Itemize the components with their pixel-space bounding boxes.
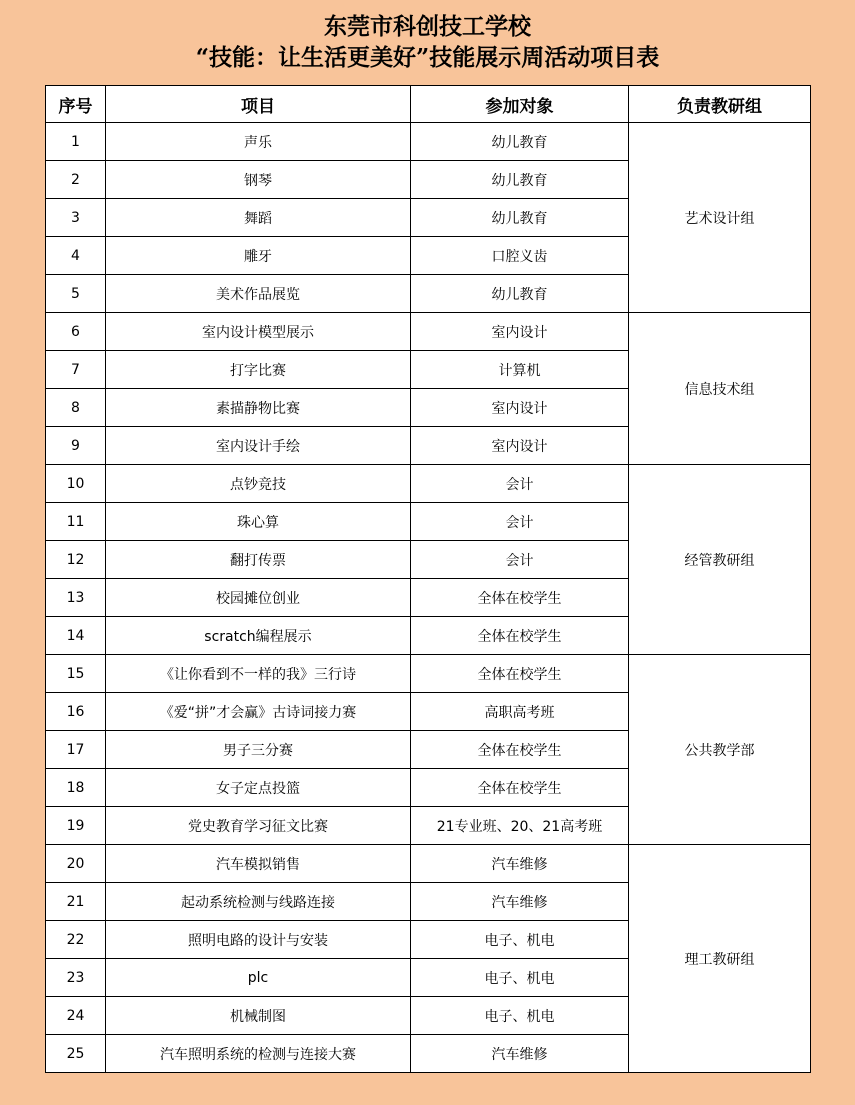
cell-target: 全体在校学生 bbox=[411, 579, 629, 617]
cell-project: 美术作品展览 bbox=[106, 275, 411, 313]
cell-target: 电子、机电 bbox=[411, 959, 629, 997]
cell-project: 室内设计模型展示 bbox=[106, 313, 411, 351]
cell-target: 电子、机电 bbox=[411, 997, 629, 1035]
table-row bbox=[46, 313, 811, 351]
cell-target: 室内设计 bbox=[411, 389, 629, 427]
cell-project: 打字比赛 bbox=[106, 351, 411, 389]
cell-project: 男子三分赛 bbox=[106, 731, 411, 769]
cell-no: 8 bbox=[46, 389, 106, 427]
table-row bbox=[46, 655, 811, 693]
cell-target: 全体在校学生 bbox=[411, 617, 629, 655]
cell-project: 机械制图 bbox=[106, 997, 411, 1035]
header-no: 序号 bbox=[46, 86, 106, 123]
cell-project: 起动系统检测与线路连接 bbox=[106, 883, 411, 921]
header-group: 负责教研组 bbox=[629, 86, 811, 123]
table-header-row bbox=[46, 86, 811, 123]
cell-no: 3 bbox=[46, 199, 106, 237]
cell-project: scratch编程展示 bbox=[106, 617, 411, 655]
cell-project: 点钞竞技 bbox=[106, 465, 411, 503]
cell-no: 13 bbox=[46, 579, 106, 617]
cell-project: 汽车照明系统的检测与连接大赛 bbox=[106, 1035, 411, 1073]
cell-no: 10 bbox=[46, 465, 106, 503]
cell-group: 公共教学部 bbox=[629, 655, 811, 845]
cell-target: 幼儿教育 bbox=[411, 275, 629, 313]
cell-group: 艺术设计组 bbox=[629, 123, 811, 313]
document-title: 东莞市科创技工学校 bbox=[324, 13, 531, 40]
cell-no: 20 bbox=[46, 845, 106, 883]
cell-target: 室内设计 bbox=[411, 313, 629, 351]
activity-table bbox=[45, 85, 811, 1073]
cell-target: 高职高考班 bbox=[411, 693, 629, 731]
header-target: 参加对象 bbox=[411, 86, 629, 123]
cell-no: 24 bbox=[46, 997, 106, 1035]
cell-no: 23 bbox=[46, 959, 106, 997]
cell-target: 全体在校学生 bbox=[411, 769, 629, 807]
cell-project: 照明电路的设计与安装 bbox=[106, 921, 411, 959]
cell-no: 15 bbox=[46, 655, 106, 693]
table-row bbox=[46, 845, 811, 883]
cell-project: 翻打传票 bbox=[106, 541, 411, 579]
cell-target: 幼儿教育 bbox=[411, 199, 629, 237]
cell-no: 11 bbox=[46, 503, 106, 541]
cell-no: 18 bbox=[46, 769, 106, 807]
cell-target: 会计 bbox=[411, 541, 629, 579]
cell-project: 声乐 bbox=[106, 123, 411, 161]
cell-no: 22 bbox=[46, 921, 106, 959]
cell-project: 室内设计手绘 bbox=[106, 427, 411, 465]
cell-no: 21 bbox=[46, 883, 106, 921]
cell-target: 全体在校学生 bbox=[411, 731, 629, 769]
cell-no: 17 bbox=[46, 731, 106, 769]
cell-target: 会计 bbox=[411, 503, 629, 541]
cell-project: 舞蹈 bbox=[106, 199, 411, 237]
cell-project: 《让你看到不一样的我》三行诗 bbox=[106, 655, 411, 693]
cell-target: 会计 bbox=[411, 465, 629, 503]
cell-target: 汽车维修 bbox=[411, 1035, 629, 1073]
cell-target: 电子、机电 bbox=[411, 921, 629, 959]
cell-target: 口腔义齿 bbox=[411, 237, 629, 275]
cell-project: 素描静物比赛 bbox=[106, 389, 411, 427]
cell-no: 25 bbox=[46, 1035, 106, 1073]
cell-no: 4 bbox=[46, 237, 106, 275]
cell-project: 女子定点投篮 bbox=[106, 769, 411, 807]
cell-project: 汽车模拟销售 bbox=[106, 845, 411, 883]
table-row bbox=[46, 465, 811, 503]
cell-project: 钢琴 bbox=[106, 161, 411, 199]
cell-no: 19 bbox=[46, 807, 106, 845]
cell-group: 经管教研组 bbox=[629, 465, 811, 655]
cell-target: 21专业班、20、21高考班 bbox=[411, 807, 629, 845]
cell-project: 党史教育学习征文比赛 bbox=[106, 807, 411, 845]
cell-no: 9 bbox=[46, 427, 106, 465]
cell-no: 5 bbox=[46, 275, 106, 313]
cell-target: 全体在校学生 bbox=[411, 655, 629, 693]
cell-no: 16 bbox=[46, 693, 106, 731]
table-body bbox=[46, 123, 811, 1073]
cell-no: 14 bbox=[46, 617, 106, 655]
cell-no: 1 bbox=[46, 123, 106, 161]
header-project: 项目 bbox=[106, 86, 411, 123]
cell-target: 汽车维修 bbox=[411, 845, 629, 883]
cell-project: 校园摊位创业 bbox=[106, 579, 411, 617]
cell-target: 幼儿教育 bbox=[411, 123, 629, 161]
cell-group: 理工教研组 bbox=[629, 845, 811, 1073]
cell-no: 12 bbox=[46, 541, 106, 579]
cell-target: 幼儿教育 bbox=[411, 161, 629, 199]
cell-project: 《爱“拼”才会赢》古诗词接力赛 bbox=[106, 693, 411, 731]
table-row bbox=[46, 123, 811, 161]
cell-no: 7 bbox=[46, 351, 106, 389]
cell-project: plc bbox=[106, 959, 411, 997]
cell-group: 信息技术组 bbox=[629, 313, 811, 465]
cell-no: 2 bbox=[46, 161, 106, 199]
cell-project: 雕牙 bbox=[106, 237, 411, 275]
cell-target: 计算机 bbox=[411, 351, 629, 389]
cell-target: 室内设计 bbox=[411, 427, 629, 465]
document-subtitle: “技能：让生活更美好”技能展示周活动项目表 bbox=[195, 44, 660, 71]
cell-project: 珠心算 bbox=[106, 503, 411, 541]
cell-target: 汽车维修 bbox=[411, 883, 629, 921]
cell-no: 6 bbox=[46, 313, 106, 351]
